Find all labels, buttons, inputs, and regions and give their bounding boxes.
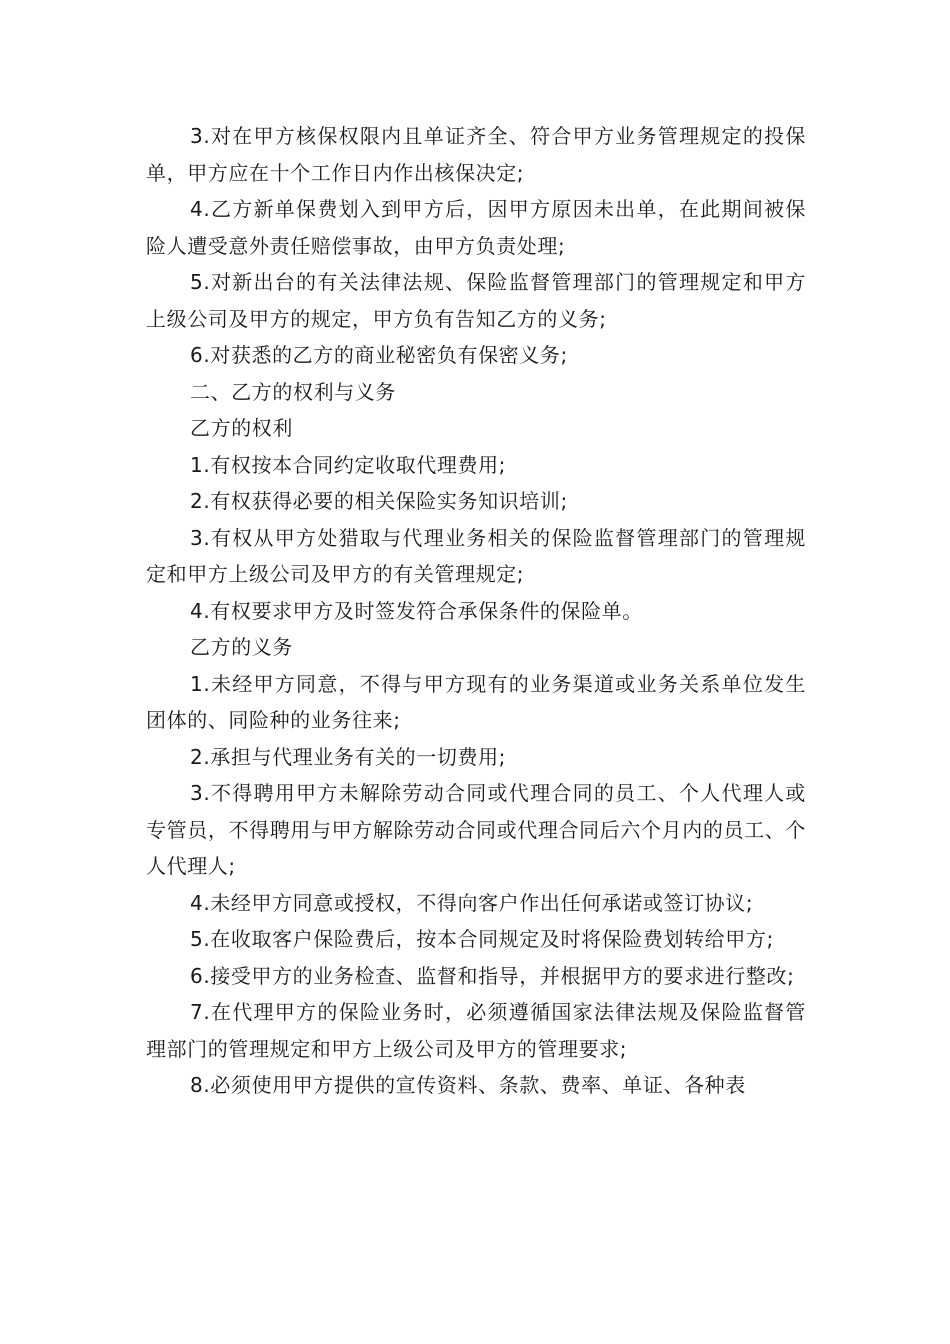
paragraph-obligation-comply-law: 7.在代理甲方的保险业务时，必须遵循国家法律法规及保险监督管理部门的管理规定和甲方上级公司及甲方的管理要求;	[146, 1000, 806, 1061]
paragraph-obligation-accept-inspection: 6.接受甲方的业务检查、监督和指导，并根据甲方的要求进行整改;	[190, 963, 795, 988]
subheading-party-b-obligations: 乙方的义务	[190, 635, 293, 659]
paragraph-obligation-transfer-premium: 5.在收取客户保险费后，按本合同规定及时将保险费划转给甲方;	[190, 927, 774, 951]
paragraph-obligation-bear-costs: 2.承担与代理业务有关的一切费用;	[190, 744, 507, 769]
paragraph-obligation-use-materials: 8.必须使用甲方提供的宣传资料、条款、费率、单证、各种表	[190, 1073, 746, 1097]
paragraph-obligation-no-promises: 4.未经甲方同意或授权，不得向客户作出任何承诺或签订协议;	[190, 890, 754, 915]
paragraph-right-policy-issuance: 4.有权要求甲方及时签发符合承保条件的保险单。	[190, 598, 643, 623]
paragraph-insurer-accident-handling: 4.乙方新单保费划入到甲方后，因甲方原因未出单，在此期间被保险人遭受意外责任赔偿事故，由甲方负责处理;	[146, 197, 806, 258]
paragraph-obligation-no-competing-business: 1.未经甲方同意，不得与甲方现有的业务渠道或业务关系单位发生团体的、同险种的业务往来;	[146, 671, 806, 732]
section-heading-party-b-rights-obligations: 二、乙方的权利与义务	[190, 379, 396, 404]
document-page	[146, 118, 806, 1104]
paragraph-right-regulations: 3.有权从甲方处猎取与代理业务相关的保险监督管理部门的管理规定和甲方上级公司及甲方的有关管理规定;	[146, 525, 806, 586]
paragraph-insurer-notify-duty: 5.对新出台的有关法律法规、保险监督管理部门的管理规定和甲方上级公司及甲方的规定，甲方负有告知乙方的义务;	[146, 270, 806, 331]
paragraph-insurer-confidentiality: 6.对获悉的乙方的商业秘密负有保密义务;	[190, 343, 568, 367]
paragraph-insurer-underwriting-decision: 3.对在甲方核保权限内且单证齐全、符合甲方业务管理规定的投保单，甲方应在十个工作日内作出核保决定;	[146, 124, 806, 185]
paragraph-right-fees: 1.有权按本合同约定收取代理费用;	[190, 452, 507, 477]
subheading-party-b-rights: 乙方的权利	[190, 416, 293, 440]
paragraph-obligation-no-hiring: 3.不得聘用甲方未解除劳动合同或代理合同的员工、个人代理人或专管员，不得聘用与甲方解除劳动合同或代理合同后六个月内的员工、个人代理人;	[146, 781, 806, 878]
paragraph-right-training: 2.有权获得必要的相关保险实务知识培训;	[190, 489, 568, 513]
